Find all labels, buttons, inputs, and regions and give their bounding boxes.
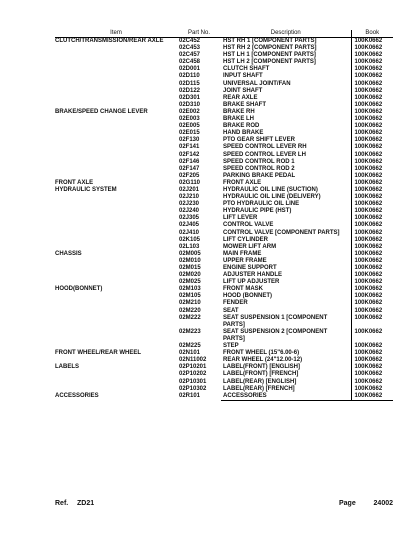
row-part-no: 02N101 [179, 350, 201, 357]
header-description: Description [221, 30, 351, 38]
page-number: 24002 [373, 500, 393, 507]
row-part-no: 02D301 [179, 94, 201, 101]
parts-index-sheet [55, 30, 393, 401]
row-description: LABEL(FRONT) [FRENCH] [221, 371, 351, 378]
row-book: 100K0662 [354, 172, 383, 179]
table-row [55, 194, 393, 201]
row-item [55, 279, 177, 286]
row-book: 100K0662 [354, 300, 383, 307]
row-item: FRONT AXLE [55, 179, 94, 186]
row-book: 100K0662 [354, 236, 383, 243]
table-row [55, 315, 393, 329]
table-row [55, 379, 393, 386]
row-part-no: 02D001 [179, 66, 201, 73]
table-row [55, 45, 393, 52]
page-label: Page [339, 500, 356, 507]
table-row [55, 81, 393, 88]
row-description: LABEL(REAR) [FRENCH] [221, 386, 351, 393]
row-book: 100K0662 [354, 272, 383, 279]
row-book: 100K0662 [354, 257, 383, 264]
table-row [55, 265, 393, 272]
table-row [55, 272, 393, 279]
row-item [55, 166, 177, 173]
row-description: ACCESSORIES [221, 393, 351, 401]
row-book: 100K0662 [354, 208, 383, 215]
row-part-no: 02F141 [179, 144, 200, 151]
row-book: 100K0662 [354, 229, 383, 236]
row-book: 100K0662 [354, 108, 383, 115]
row-book: 100K0662 [354, 165, 383, 172]
row-part-no: 02E002 [179, 108, 200, 115]
row-part-no: 02N11002 [179, 357, 207, 364]
row-item [55, 45, 177, 52]
row-book: 100K0662 [354, 357, 383, 364]
row-book: 100K0662 [354, 151, 383, 158]
row-item [55, 265, 177, 272]
row-part-no: 02J240 [179, 208, 200, 215]
row-part-no: 02D122 [179, 87, 201, 94]
page-footer [55, 500, 393, 510]
row-item [55, 137, 177, 144]
row-item [55, 315, 177, 329]
row-item [55, 201, 177, 208]
row-book: 100K0662 [354, 279, 383, 286]
table-row [55, 286, 393, 293]
row-description: REAR AXLE [221, 95, 351, 102]
row-book: 100K0662 [354, 144, 383, 151]
table-row [55, 173, 393, 180]
row-book: 100K0662 [354, 194, 383, 201]
row-part-no: 02F130 [179, 137, 200, 144]
table-body [55, 38, 393, 401]
row-item [55, 308, 177, 315]
row-book: 100K0662 [354, 385, 383, 392]
row-description: HAND BRAKE [221, 130, 351, 137]
row-book: 100K0662 [354, 371, 383, 378]
row-book: 100K0662 [354, 130, 383, 137]
row-description: LIFT UP ADJUSTER [221, 279, 351, 286]
row-item [55, 300, 177, 307]
row-item [55, 95, 177, 102]
row-description: BRAKE ROD [221, 123, 351, 130]
row-book: 100K0662 [354, 343, 383, 350]
row-description: UNIVERSAL JOINT/FAN [221, 81, 351, 88]
row-description: LIFT LEVER [221, 215, 351, 222]
row-item [55, 144, 177, 151]
row-item: CHASSIS [55, 250, 82, 257]
table-row [55, 357, 393, 364]
row-book: 100K0662 [354, 293, 383, 300]
row-description: HST LH 2 [COMPONENT PARTS] [221, 59, 351, 66]
row-description: FRONT AXLE [221, 180, 351, 187]
row-description: BRAKE LH [221, 116, 351, 123]
row-description: FRONT MASK [221, 286, 351, 293]
row-item [55, 379, 177, 386]
row-book: 100K0662 [354, 364, 383, 371]
table-row [55, 130, 393, 137]
row-item: HOOD(BONNET) [55, 286, 103, 293]
row-item: ACCESSORIES [55, 392, 99, 399]
table-row [55, 371, 393, 378]
row-part-no: 02M015 [179, 265, 201, 271]
row-item [55, 272, 177, 279]
table-row [55, 308, 393, 315]
row-part-no: 02M210 [179, 300, 201, 307]
row-part-no: 02K105 [179, 236, 201, 243]
table-row [55, 159, 393, 166]
row-part-no: 02D115 [179, 80, 200, 87]
row-item [55, 215, 177, 222]
row-item [55, 102, 177, 109]
row-book: 100K0662 [354, 38, 383, 44]
row-part-no: 02J405 [179, 222, 200, 229]
table-row [55, 237, 393, 244]
row-description: FRONT WHEEL (15"6.00-6) [221, 350, 351, 357]
table-row [55, 137, 393, 144]
table-row [55, 201, 393, 208]
row-description: UPPER FRAME [221, 258, 351, 265]
row-part-no: 02R101 [179, 392, 201, 399]
row-book: 100K0662 [354, 123, 383, 130]
row-description: SPEED CONTROL ROD 1 [221, 159, 351, 166]
row-description: SPEED CONTROL LEVER LH [221, 152, 351, 159]
row-book: 100K0662 [354, 52, 383, 59]
row-book: 100K0662 [354, 328, 383, 335]
table-row [55, 343, 393, 350]
row-book: 100K0662 [354, 137, 383, 144]
row-description: STEP [221, 343, 351, 350]
row-book: 100K0662 [354, 80, 383, 87]
row-item [55, 194, 177, 201]
row-item [55, 371, 177, 378]
row-item [55, 73, 177, 80]
table-row [55, 123, 393, 130]
row-description: SEAT [221, 308, 351, 315]
row-description: PTO HYDRAULIC OIL LINE [221, 201, 351, 208]
row-part-no: 02E005 [179, 123, 200, 130]
row-part-no: 02M020 [179, 272, 201, 279]
table-row [55, 251, 393, 258]
row-description: HST RH 1 [COMPONENT PARTS] [221, 38, 351, 46]
parts-index-table [55, 30, 393, 401]
row-book: 100K0662 [354, 45, 383, 52]
row-part-no: 02M010 [179, 257, 201, 264]
row-description: CONTROL VALVE [COMPONENT PARTS] [221, 230, 351, 237]
row-description: CONTROL VALVE [221, 222, 351, 229]
ref-value: ZD21 [77, 500, 95, 507]
row-description: HYDRAULIC PIPE (HST) [221, 208, 351, 215]
table-row [55, 258, 393, 265]
row-part-no: 02J305 [179, 215, 200, 222]
row-item [55, 230, 177, 237]
row-part-no: 02F146 [179, 158, 200, 165]
row-book: 100K0662 [354, 186, 383, 193]
row-book: 100K0662 [354, 243, 383, 250]
table-row [55, 52, 393, 59]
table-row [55, 386, 393, 393]
row-description: PTO GEAR SHIFT LEVER [221, 137, 351, 144]
row-part-no: 02M220 [179, 307, 201, 314]
row-book: 100K0662 [354, 116, 383, 123]
row-book: 100K0662 [354, 286, 383, 293]
row-book: 100K0662 [354, 101, 383, 108]
row-item [55, 81, 177, 88]
row-part-no: 02E003 [179, 116, 200, 123]
row-book: 100K0662 [354, 314, 383, 321]
row-part-no: 02J201 [179, 186, 200, 193]
table-row [55, 116, 393, 123]
header-item: Item [55, 30, 177, 38]
row-part-no: 02G110 [179, 179, 201, 186]
row-part-no: 02M225 [179, 343, 201, 350]
table-row [55, 364, 393, 371]
row-book: 100K0662 [354, 87, 383, 94]
table-row [55, 300, 393, 307]
table-row [55, 350, 393, 357]
row-item [55, 130, 177, 137]
row-description: HST LH 1 [COMPONENT PARTS] [221, 52, 351, 59]
ref-label: Ref. [55, 500, 69, 507]
row-description: LABEL(FRONT) [ENGLISH] [221, 364, 351, 371]
row-book: 100K0662 [354, 66, 383, 73]
row-item [55, 116, 177, 123]
row-description: BRAKE RH [221, 109, 351, 116]
row-part-no: 02M222 [179, 314, 201, 321]
row-part-no: 02L103 [179, 243, 200, 250]
row-item [55, 159, 177, 166]
table-row [55, 95, 393, 102]
row-item [55, 258, 177, 265]
table-row [55, 187, 393, 194]
table-header-row [55, 30, 393, 38]
table-row [55, 38, 393, 46]
row-part-no: 02F142 [179, 151, 200, 158]
table-row [55, 329, 393, 343]
row-part-no: 02M223 [179, 328, 201, 335]
table-row [55, 152, 393, 159]
row-part-no: 02J210 [179, 194, 200, 201]
row-book: 100K0662 [354, 94, 383, 101]
row-description: FENDER [221, 300, 351, 307]
row-item [55, 329, 177, 343]
row-description: CLUTCH SHAFT [221, 66, 351, 73]
table-row [55, 393, 393, 401]
row-part-no: 02M105 [179, 293, 201, 300]
row-description: HOOD (BONNET) [221, 293, 351, 300]
row-item: HYDRAULIC SYSTEM [55, 186, 117, 193]
row-item [55, 237, 177, 244]
row-item [55, 293, 177, 300]
row-item [55, 386, 177, 393]
row-description: SPEED CONTROL LEVER RH [221, 144, 351, 151]
row-item [55, 123, 177, 130]
table-row [55, 102, 393, 109]
row-item: FRONT WHEEL/REAR WHEEL [55, 350, 141, 357]
row-part-no: 02J230 [179, 201, 200, 208]
table-row [55, 73, 393, 80]
row-part-no: 02D310 [179, 101, 201, 108]
row-item [55, 52, 177, 59]
table-row [55, 109, 393, 116]
table-row [55, 59, 393, 66]
row-item [55, 357, 177, 364]
row-part-no: 02P10301 [179, 378, 207, 385]
row-description: MOWER LIFT ARM [221, 244, 351, 251]
row-book: 100K0662 [354, 215, 383, 222]
table-row [55, 215, 393, 222]
table-row [55, 144, 393, 151]
row-book: 100K0662 [354, 265, 383, 271]
row-item [55, 66, 177, 73]
row-book: 100K0662 [351, 393, 393, 401]
row-part-no: 02C452 [179, 38, 201, 44]
row-description: INPUT SHAFT [221, 73, 351, 80]
row-item [55, 173, 177, 180]
row-description: ADJUSTER HANDLE [221, 272, 351, 279]
row-item [55, 152, 177, 159]
row-part-no: 02C453 [179, 45, 201, 52]
header-part-no: Part No. [177, 30, 221, 38]
row-description: BRAKE SHAFT [221, 102, 351, 109]
row-item: BRAKE/SPEED CHANGE LEVER [55, 108, 148, 115]
row-description: REAR WHEEL (24"12.00-12) [221, 357, 351, 364]
row-book: 100K0662 [354, 73, 383, 80]
table-row [55, 66, 393, 73]
row-book: 100K0662 [354, 222, 383, 229]
header-book: Book [351, 30, 393, 38]
row-book: 100K0662 [354, 201, 383, 208]
table-row [55, 244, 393, 251]
row-part-no: 02E015 [179, 130, 200, 137]
table-row [55, 88, 393, 95]
table-row [55, 180, 393, 187]
row-description: HYDRAULIC OIL LINE (DELIVERY) [221, 194, 351, 201]
row-book: 100K0662 [354, 378, 383, 385]
row-item [55, 244, 177, 251]
row-item: LABELS [55, 364, 79, 371]
row-description: SEAT SUSPENSION 1 [COMPONENT PARTS] [221, 315, 351, 329]
table-row [55, 293, 393, 300]
row-item [55, 59, 177, 66]
row-book: 100K0662 [354, 158, 383, 165]
table-row [55, 230, 393, 237]
row-item: CLUTCH/TRANSMISSION/REAR AXLE [55, 38, 164, 44]
table-row [55, 208, 393, 215]
row-item [55, 88, 177, 95]
row-book: 100K0662 [354, 59, 383, 66]
row-part-no: 02D110 [179, 73, 200, 80]
row-description: HST RH 2 [COMPONENT PARTS] [221, 45, 351, 52]
row-part-no: 02M103 [179, 286, 201, 293]
row-part-no: 02F147 [179, 165, 200, 172]
row-item [55, 208, 177, 215]
row-item [55, 343, 177, 350]
row-part-no: 02J410 [179, 229, 200, 236]
row-description: JOINT SHAFT [221, 88, 351, 95]
row-description: LABEL(REAR) [ENGLISH] [221, 379, 351, 386]
row-book: 100K0662 [354, 350, 383, 357]
row-description: MAIN FRAME [221, 251, 351, 258]
row-part-no: 02F205 [179, 172, 200, 179]
row-description: ENGINE SUPPORT [221, 265, 351, 272]
row-book: 100K0662 [354, 250, 383, 257]
row-book: 100K0662 [354, 307, 383, 314]
row-part-no: 02P10201 [179, 364, 207, 371]
table-row [55, 222, 393, 229]
row-description: LIFT CYLINDER [221, 237, 351, 244]
row-description: PARKING BRAKE PEDAL [221, 173, 351, 180]
row-part-no: 02M005 [179, 250, 201, 257]
row-part-no: 02C458 [179, 59, 201, 66]
row-description: HYDRAULIC OIL LINE (SUCTION) [221, 187, 351, 194]
row-part-no: 02C457 [179, 52, 201, 59]
table-row [55, 279, 393, 286]
row-description: SPEED CONTROL ROD 2 [221, 166, 351, 173]
row-item [55, 222, 177, 229]
row-part-no: 02M025 [179, 279, 201, 286]
table-row [55, 166, 393, 173]
row-part-no: 02P10202 [179, 371, 207, 378]
row-book: 100K0662 [354, 179, 383, 186]
row-part-no: 02P10302 [179, 385, 207, 392]
row-description: SEAT SUSPENSION 2 [COMPONENT PARTS] [221, 329, 351, 343]
